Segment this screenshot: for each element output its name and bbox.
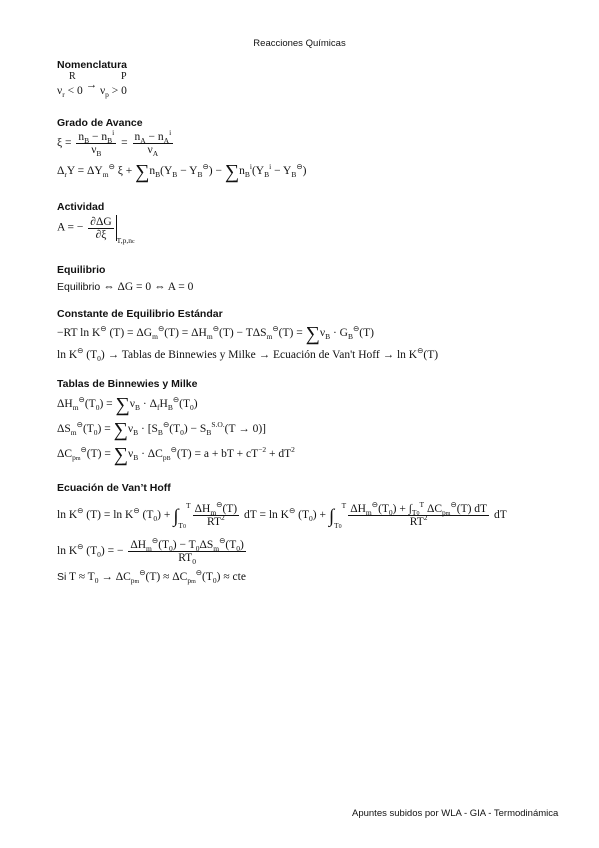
document-title: Reacciones Químicas bbox=[253, 38, 346, 49]
heading-constante: Constante de Equilibrio Estándar bbox=[57, 308, 223, 320]
heading-vant-hoff: Ecuación de Van’t Hoff bbox=[57, 482, 171, 494]
heading-nomenclatura: Nomenclatura bbox=[57, 59, 128, 71]
equation-lnk-t0: ln K⊖ $(T_0)$ = − $\frac{\Delta H_m^⊖(T_0) - T_0\Delta S_m^⊖(T_0)}{RT_0}$ bbox=[57, 536, 244, 566]
equation-affinity: A = − $\frac{\partial\Delta G}{\partial\xi}$ $_{T,p,nc}$ bbox=[57, 215, 135, 245]
equation-nomenclatura: R P $\nu_r < 0 \to \nu_p > 0$ bbox=[57, 71, 127, 99]
heading-grado-avance: Grado de Avance bbox=[57, 117, 143, 129]
equation-entropy: $\Delta S_m^⊖(T_0) = \sum\nu_B \cdot [S_B^⊖(T_0) - S_B^{S.O.}(T \to 0)]$ bbox=[57, 419, 266, 441]
page-footer: Apuntes subidos por WLA - GIA - Termodinámica bbox=[352, 808, 559, 819]
equation-procedure: ln K⊖ $(T_0)$ → Tablas de Binnewies y Milke → Ecuación de Van't Hoff → ln K⊖(T) bbox=[57, 346, 439, 363]
equation-approximation: Si $T \approx T_0 \to \Delta C_{pm}^⊖(T) \approx \Delta C_{pm}^⊖(T_0)$ ≈ cte bbox=[57, 568, 246, 585]
equation-standard-constant: −RT ln K⊖ $(T) = \Delta G_m^⊖(T) = \Delta H_m^⊖(T) - T\Delta S_m^⊖(T) = \sum\nu_B \cdot G_B^⊖(T)$ bbox=[57, 323, 374, 345]
equation-heat-capacity: $\Delta C_{pm}^⊖(T) = \sum\nu_B \cdot \Delta C_{pB}^⊖(T) = a$ + bT + $cT^{-2} + dT^2$ bbox=[57, 444, 295, 466]
heading-equilibrio: Equilibrio bbox=[57, 264, 106, 276]
heading-actividad: Actividad bbox=[57, 201, 105, 213]
equation-reaction-property: $\Delta_rY = \Delta Y_m^⊖$ $\xi + \sum n_B(Y_B - Y_B^⊖) - \sum n_B^i(Y_B^i - Y_B^⊖)$ bbox=[57, 161, 307, 183]
label-p: P bbox=[121, 71, 127, 82]
label-r: R bbox=[69, 71, 76, 82]
heading-tablas: Tablas de Binnewies y Milke bbox=[57, 378, 198, 390]
equation-enthalpy: $\Delta H_m^⊖(T_0) = \sum\nu_B \cdot \Delta_fH_B^⊖(T_0)$ bbox=[57, 394, 198, 416]
equation-extent: ξ = $\frac{n_B - n_B^i}{\nu_B}$ = $\frac{n_A - n_A^i}{\nu_A}$ bbox=[57, 128, 172, 158]
equation-vant-hoff: ln K⊖ (T) = ln K⊖ $(T_0) + \int_{T0}^T$ $\frac{\Delta H_m^⊖(T)}{RT^2}$ dT = ln K⊖ $(T_0) + \int_{T0}^T$ $\frac{\Delta H_m^⊖(T_0) + \int_{T0}^T \Delta C_{pm}^⊖(T) dT}{RT^2}$ dT bbox=[57, 500, 507, 531]
equation-equilibrium: Equilibrio ⇔ ΔG = 0 ⇔ A = 0 bbox=[57, 281, 194, 293]
